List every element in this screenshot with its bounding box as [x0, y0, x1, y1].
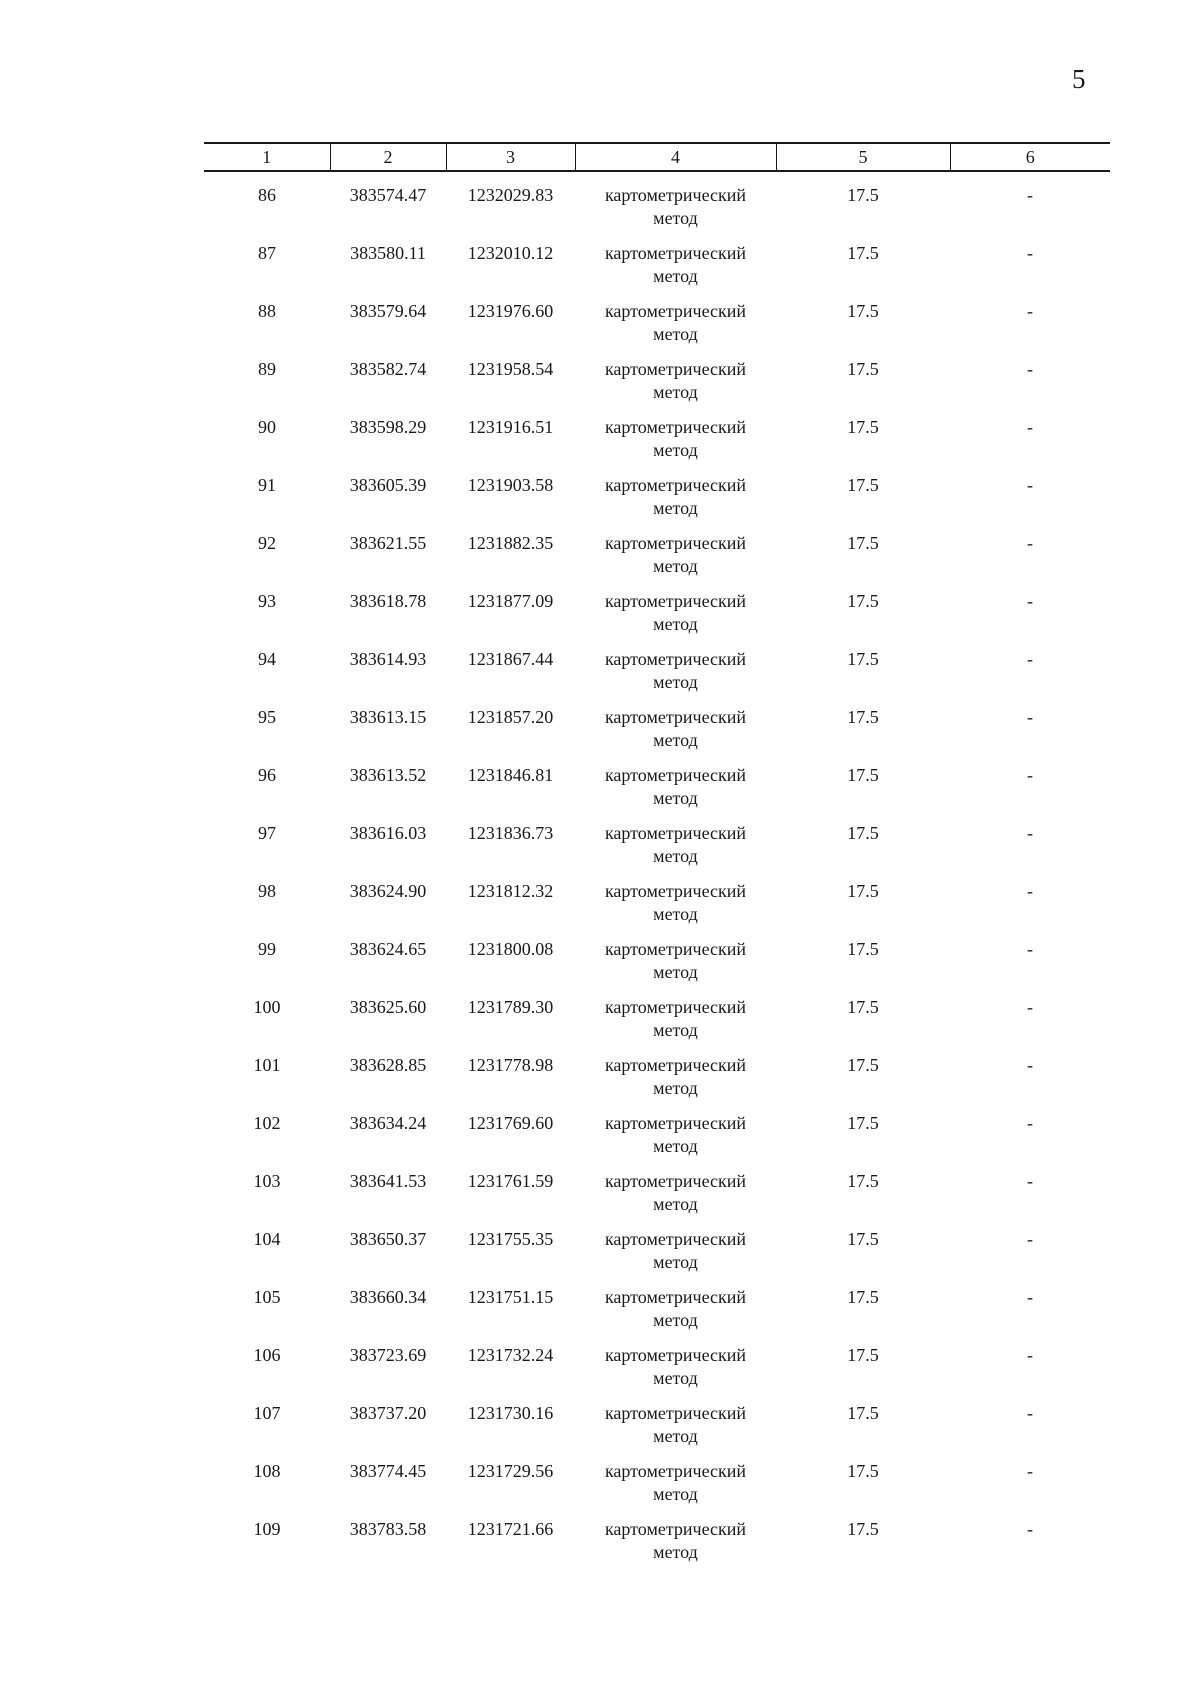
table-row — [204, 648, 1110, 706]
table-row — [204, 242, 1110, 300]
method-cell — [575, 416, 776, 474]
method-line-2: метод — [653, 904, 698, 924]
method-line-2: метод — [653, 1194, 698, 1214]
y-coordinate-cell: 1231761.59 — [467, 1171, 554, 1191]
point-number-cell: 109 — [253, 1519, 281, 1539]
method-cell — [575, 764, 776, 822]
note-cell: - — [1027, 185, 1033, 205]
method-line-1: картометрический — [604, 881, 747, 901]
y-coordinate-cell: 1231877.09 — [467, 591, 554, 611]
y-coordinate-cell: 1231730.16 — [467, 1403, 554, 1423]
column-header-4: 4 — [575, 143, 776, 171]
x-coordinate-cell: 383613.15 — [349, 707, 427, 727]
point-number-cell: 93 — [258, 591, 276, 611]
point-number-cell: 101 — [253, 1055, 281, 1075]
point-number-cell: 96 — [258, 765, 276, 785]
table-row — [204, 1054, 1110, 1112]
point-number-cell: 90 — [258, 417, 276, 437]
method-line-1: картометрический — [604, 823, 747, 843]
accuracy-cell: 17.5 — [847, 1171, 879, 1191]
y-coordinate-cell: 1231800.08 — [467, 939, 554, 959]
note-cell: - — [1027, 1403, 1033, 1423]
method-line-2: метод — [653, 1368, 698, 1388]
method-line-2: метод — [653, 730, 698, 750]
table-row — [204, 1402, 1110, 1460]
point-number-cell: 103 — [253, 1171, 281, 1191]
accuracy-cell: 17.5 — [847, 1519, 879, 1539]
x-coordinate-cell: 383660.34 — [349, 1287, 427, 1307]
accuracy-cell: 17.5 — [847, 475, 879, 495]
point-number-cell: 104 — [253, 1229, 281, 1249]
method-line-1: картометрический — [604, 533, 747, 553]
note-cell: - — [1027, 881, 1033, 901]
point-number-cell: 87 — [258, 243, 276, 263]
method-cell — [575, 880, 776, 938]
method-cell — [575, 1112, 776, 1170]
accuracy-cell: 17.5 — [847, 1113, 879, 1133]
method-cell — [575, 242, 776, 300]
method-cell — [575, 706, 776, 764]
note-cell: - — [1027, 1055, 1033, 1075]
column-header-6: 6 — [950, 143, 1110, 171]
method-cell — [575, 184, 776, 242]
method-line-2: метод — [653, 788, 698, 808]
note-cell: - — [1027, 765, 1033, 785]
x-coordinate-cell: 383613.52 — [349, 765, 427, 785]
point-number-cell: 105 — [253, 1287, 281, 1307]
y-coordinate-cell: 1231812.32 — [467, 881, 554, 901]
method-line-1: картометрический — [604, 475, 747, 495]
point-number-cell: 108 — [253, 1461, 281, 1481]
method-line-2: метод — [653, 1426, 698, 1446]
point-number-cell: 107 — [253, 1403, 281, 1423]
note-cell: - — [1027, 1171, 1033, 1191]
table-row — [204, 822, 1110, 880]
y-coordinate-cell: 1231769.60 — [467, 1113, 554, 1133]
method-line-2: метод — [653, 324, 698, 344]
x-coordinate-cell: 383737.20 — [349, 1403, 427, 1423]
table-row — [204, 706, 1110, 764]
note-cell: - — [1027, 301, 1033, 321]
accuracy-cell: 17.5 — [847, 1229, 879, 1249]
method-line-1: картометрический — [604, 243, 747, 263]
table-row — [204, 1286, 1110, 1344]
coordinates-table — [204, 142, 1110, 1576]
y-coordinate-cell: 1231778.98 — [467, 1055, 554, 1075]
method-line-2: метод — [653, 846, 698, 866]
method-line-1: картометрический — [604, 1403, 747, 1423]
accuracy-cell: 17.5 — [847, 997, 879, 1017]
table-row — [204, 590, 1110, 648]
note-cell: - — [1027, 417, 1033, 437]
method-cell — [575, 1460, 776, 1518]
method-cell — [575, 474, 776, 532]
method-cell — [575, 590, 776, 648]
method-line-1: картометрический — [604, 185, 747, 205]
accuracy-cell: 17.5 — [847, 359, 879, 379]
header-spacer — [204, 171, 1110, 184]
method-line-2: метод — [653, 1020, 698, 1040]
accuracy-cell: 17.5 — [847, 591, 879, 611]
method-cell — [575, 1286, 776, 1344]
method-line-2: метод — [653, 1252, 698, 1272]
method-line-2: метод — [653, 1310, 698, 1330]
table-row — [204, 1170, 1110, 1228]
x-coordinate-cell: 383580.11 — [350, 243, 426, 263]
note-cell: - — [1027, 475, 1033, 495]
point-number-cell: 98 — [258, 881, 276, 901]
y-coordinate-cell: 1231903.58 — [467, 475, 554, 495]
point-number-cell: 106 — [253, 1345, 281, 1365]
accuracy-cell: 17.5 — [847, 881, 879, 901]
x-coordinate-cell: 383634.24 — [349, 1113, 427, 1133]
y-coordinate-cell: 1231882.35 — [467, 533, 554, 553]
accuracy-cell: 17.5 — [847, 1287, 879, 1307]
y-coordinate-cell: 1231857.20 — [467, 707, 554, 727]
table-row — [204, 416, 1110, 474]
y-coordinate-cell: 1232010.12 — [467, 243, 554, 263]
method-cell — [575, 358, 776, 416]
method-line-1: картометрический — [604, 1519, 747, 1539]
method-line-1: картометрический — [604, 939, 747, 959]
method-line-2: метод — [653, 1078, 698, 1098]
point-number-cell: 94 — [258, 649, 276, 669]
x-coordinate-cell: 383614.93 — [349, 649, 427, 669]
method-line-2: метод — [653, 440, 698, 460]
x-coordinate-cell: 383624.65 — [349, 939, 427, 959]
note-cell: - — [1027, 1113, 1033, 1133]
table-row — [204, 1518, 1110, 1576]
y-coordinate-cell: 1231916.51 — [467, 417, 554, 437]
x-coordinate-cell: 383579.64 — [349, 301, 427, 321]
method-line-1: картометрический — [604, 301, 747, 321]
table-body — [204, 171, 1110, 1576]
method-line-1: картометрический — [604, 649, 747, 669]
note-cell: - — [1027, 243, 1033, 263]
accuracy-cell: 17.5 — [847, 765, 879, 785]
column-header-1: 1 — [204, 143, 330, 171]
accuracy-cell: 17.5 — [847, 1055, 879, 1075]
header-row — [204, 143, 1110, 171]
method-line-2: метод — [653, 962, 698, 982]
x-coordinate-cell: 383641.53 — [349, 1171, 427, 1191]
table-row — [204, 474, 1110, 532]
x-coordinate-cell: 383723.69 — [349, 1345, 427, 1365]
method-line-1: картометрический — [604, 591, 747, 611]
accuracy-cell: 17.5 — [847, 1461, 879, 1481]
y-coordinate-cell: 1231729.56 — [467, 1461, 554, 1481]
method-cell — [575, 938, 776, 996]
method-line-1: картометрический — [604, 1287, 747, 1307]
accuracy-cell: 17.5 — [847, 533, 879, 553]
method-line-2: метод — [653, 1136, 698, 1156]
accuracy-cell: 17.5 — [847, 823, 879, 843]
method-line-2: метод — [653, 556, 698, 576]
x-coordinate-cell: 383605.39 — [349, 475, 427, 495]
point-number-cell: 100 — [253, 997, 281, 1017]
y-coordinate-cell: 1231976.60 — [467, 301, 554, 321]
y-coordinate-cell: 1231755.35 — [467, 1229, 554, 1249]
table-row — [204, 1460, 1110, 1518]
x-coordinate-cell: 383582.74 — [349, 359, 427, 379]
point-number-cell: 86 — [258, 185, 276, 205]
method-line-1: картометрический — [604, 1345, 747, 1365]
accuracy-cell: 17.5 — [847, 707, 879, 727]
accuracy-cell: 17.5 — [847, 649, 879, 669]
table-row — [204, 1228, 1110, 1286]
note-cell: - — [1027, 823, 1033, 843]
y-coordinate-cell: 1231836.73 — [467, 823, 554, 843]
accuracy-cell: 17.5 — [847, 243, 879, 263]
accuracy-cell: 17.5 — [847, 1345, 879, 1365]
x-coordinate-cell: 383650.37 — [349, 1229, 427, 1249]
column-header-3: 3 — [446, 143, 575, 171]
method-cell — [575, 300, 776, 358]
method-line-2: метод — [653, 208, 698, 228]
y-coordinate-cell: 1231751.15 — [467, 1287, 554, 1307]
method-line-2: метод — [653, 266, 698, 286]
page-number: 5 — [1072, 64, 1086, 94]
point-number-cell: 92 — [258, 533, 276, 553]
accuracy-cell: 17.5 — [847, 1403, 879, 1423]
point-number-cell: 91 — [258, 475, 276, 495]
point-number-cell: 102 — [253, 1113, 281, 1133]
method-cell — [575, 1518, 776, 1576]
x-coordinate-cell: 383625.60 — [349, 997, 427, 1017]
method-cell — [575, 1054, 776, 1112]
method-cell — [575, 1170, 776, 1228]
accuracy-cell: 17.5 — [847, 417, 879, 437]
column-header-2: 2 — [330, 143, 446, 171]
method-line-2: метод — [653, 1542, 698, 1562]
method-line-1: картометрический — [604, 359, 747, 379]
table-row — [204, 938, 1110, 996]
table-row — [204, 532, 1110, 590]
x-coordinate-cell: 383598.29 — [349, 417, 427, 437]
note-cell: - — [1027, 533, 1033, 553]
method-line-1: картометрический — [604, 1055, 747, 1075]
y-coordinate-cell: 1231958.54 — [467, 359, 554, 379]
note-cell: - — [1027, 359, 1033, 379]
y-coordinate-cell: 1231732.24 — [467, 1345, 554, 1365]
x-coordinate-cell: 383618.78 — [349, 591, 427, 611]
method-cell — [575, 1344, 776, 1402]
x-coordinate-cell: 383621.55 — [349, 533, 427, 553]
method-cell — [575, 996, 776, 1054]
method-line-1: картометрический — [604, 707, 747, 727]
table-header — [204, 143, 1110, 171]
y-coordinate-cell: 1231721.66 — [467, 1519, 554, 1539]
x-coordinate-cell: 383783.58 — [349, 1519, 427, 1539]
table-row — [204, 880, 1110, 938]
method-line-1: картометрический — [604, 1113, 747, 1133]
note-cell: - — [1027, 649, 1033, 669]
table-row — [204, 300, 1110, 358]
note-cell: - — [1027, 1519, 1033, 1539]
note-cell: - — [1027, 1229, 1033, 1249]
method-line-2: метод — [653, 1484, 698, 1504]
table-row — [204, 1344, 1110, 1402]
note-cell: - — [1027, 1461, 1033, 1481]
accuracy-cell: 17.5 — [847, 939, 879, 959]
method-line-2: метод — [653, 498, 698, 518]
method-cell — [575, 1228, 776, 1286]
method-line-1: картометрический — [604, 1229, 747, 1249]
table-row — [204, 1112, 1110, 1170]
method-cell — [575, 532, 776, 590]
method-cell — [575, 648, 776, 706]
y-coordinate-cell: 1231789.30 — [467, 997, 554, 1017]
y-coordinate-cell: 1232029.83 — [467, 185, 554, 205]
point-number-cell: 89 — [258, 359, 276, 379]
accuracy-cell: 17.5 — [847, 185, 879, 205]
method-line-2: метод — [653, 672, 698, 692]
method-line-2: метод — [653, 614, 698, 634]
y-coordinate-cell: 1231846.81 — [467, 765, 554, 785]
note-cell: - — [1027, 591, 1033, 611]
method-line-1: картометрический — [604, 997, 747, 1017]
table-row — [204, 184, 1110, 242]
x-coordinate-cell: 383574.47 — [349, 185, 427, 205]
note-cell: - — [1027, 1345, 1033, 1365]
table-row — [204, 358, 1110, 416]
x-coordinate-cell: 383616.03 — [349, 823, 427, 843]
method-cell — [575, 1402, 776, 1460]
point-number-cell: 97 — [258, 823, 276, 843]
x-coordinate-cell: 383628.85 — [349, 1055, 427, 1075]
point-number-cell: 99 — [258, 939, 276, 959]
x-coordinate-cell: 383774.45 — [349, 1461, 427, 1481]
note-cell: - — [1027, 1287, 1033, 1307]
y-coordinate-cell: 1231867.44 — [467, 649, 554, 669]
note-cell: - — [1027, 939, 1033, 959]
note-cell: - — [1027, 997, 1033, 1017]
method-line-1: картометрический — [604, 417, 747, 437]
method-line-1: картометрический — [604, 1461, 747, 1481]
x-coordinate-cell: 383624.90 — [349, 881, 427, 901]
point-number-cell: 88 — [258, 301, 276, 321]
point-number-cell: 95 — [258, 707, 276, 727]
column-header-5: 5 — [776, 143, 950, 171]
note-cell: - — [1027, 707, 1033, 727]
method-line-2: метод — [653, 382, 698, 402]
table-row — [204, 764, 1110, 822]
method-line-1: картометрический — [604, 765, 747, 785]
method-line-1: картометрический — [604, 1171, 747, 1191]
method-cell — [575, 822, 776, 880]
table-row — [204, 996, 1110, 1054]
accuracy-cell: 17.5 — [847, 301, 879, 321]
